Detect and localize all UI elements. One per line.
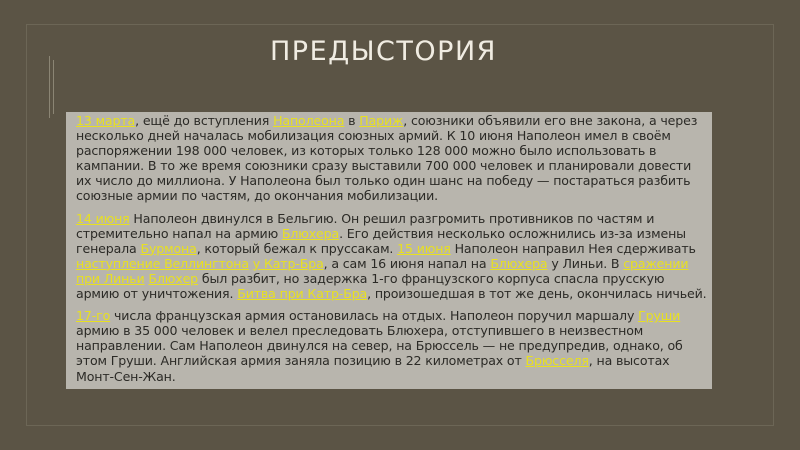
paragraph-text: , а сам 16 июня напал на (323, 255, 491, 271)
hyperlink[interactable]: 13 марта (76, 113, 136, 128)
hyperlink[interactable]: Брюсселя (525, 353, 589, 369)
decorative-rule-inner (53, 60, 54, 114)
hyperlink[interactable]: Бурмона (140, 240, 197, 256)
hyperlink[interactable]: Блюхера (281, 225, 340, 241)
hyperlink[interactable]: Блюхер (148, 270, 199, 286)
text-panel (66, 112, 712, 389)
paragraph-text: , союзники объявили его вне закона, а через несколько дней началась мобилизация союзных армий. К 10 июня Наполеон имел в своём распоряжении 198 000 человек, из которых только 128 000 можно было использовать в кампании. В то же время союзники сразу выставили 700 000 человек и планировали довести их число до миллиона. У Наполеона был только один шанс на победу — постараться разбить союзные армии по частям, до окончания мобилизации. (76, 113, 698, 204)
paragraph-text: Наполеон направил Нея сдерживать (450, 240, 696, 256)
paragraph-text: , ещё до вступления (135, 113, 274, 128)
hyperlink[interactable]: Битва при Катр-Бра (237, 286, 368, 302)
paragraph-text: , произошедшая в тот же день, окончилась ничьей. (367, 286, 707, 302)
paragraph-text: Наполеон двинулся в Бельгию. Он решил разгромить противников по частям и стремительно напал на армию (76, 210, 655, 241)
hyperlink[interactable]: у Катр-Бра (252, 255, 324, 271)
paragraph-text: был разбит, но задержка 1-го французского корпуса спасла прусскую армию от уничтожения. (76, 270, 665, 302)
hyperlink[interactable]: Груши (638, 308, 681, 324)
paragraph-text: , который бежал к пруссакам. (196, 240, 398, 256)
paragraph (76, 113, 708, 204)
hyperlink[interactable]: Блюхера (490, 255, 548, 271)
paragraph (76, 308, 708, 383)
paragraph (76, 211, 708, 302)
hyperlink[interactable]: Париж (359, 113, 404, 128)
paragraph-text: числа французская армия остановилась на отдых. Наполеон поручил маршалу (110, 308, 639, 324)
slide-title: ПРЕДЫСТОРИЯ (270, 36, 497, 67)
paragraph-text: . Его действия несколько осложнились из-за измены генерала (76, 225, 686, 256)
hyperlink[interactable]: наступление Веллингтона (76, 255, 249, 271)
hyperlink[interactable]: 15 июня (397, 240, 451, 256)
hyperlink[interactable]: 14 июня (76, 210, 130, 226)
hyperlink[interactable]: Наполеона (273, 113, 345, 128)
hyperlink[interactable]: 17-го (76, 308, 111, 324)
decorative-rule-outer (49, 56, 50, 118)
paragraph-text: у Линьи. В (547, 255, 624, 271)
paragraph-text: в (344, 113, 360, 128)
hyperlink[interactable]: сражении при Линьи (76, 255, 689, 286)
paragraph-text: армию в 35 000 человек и велел преследовать Блюхера, отступившего в неизвестном направлении. Сам Наполеон двинулся на север, на Брюссель — не предупредив, однако, об этом Груши. Английская армия заняла позицию в 22 километрах от (76, 323, 683, 369)
paragraph-text: , на высотах Монт-Сен-Жан. (76, 353, 670, 384)
